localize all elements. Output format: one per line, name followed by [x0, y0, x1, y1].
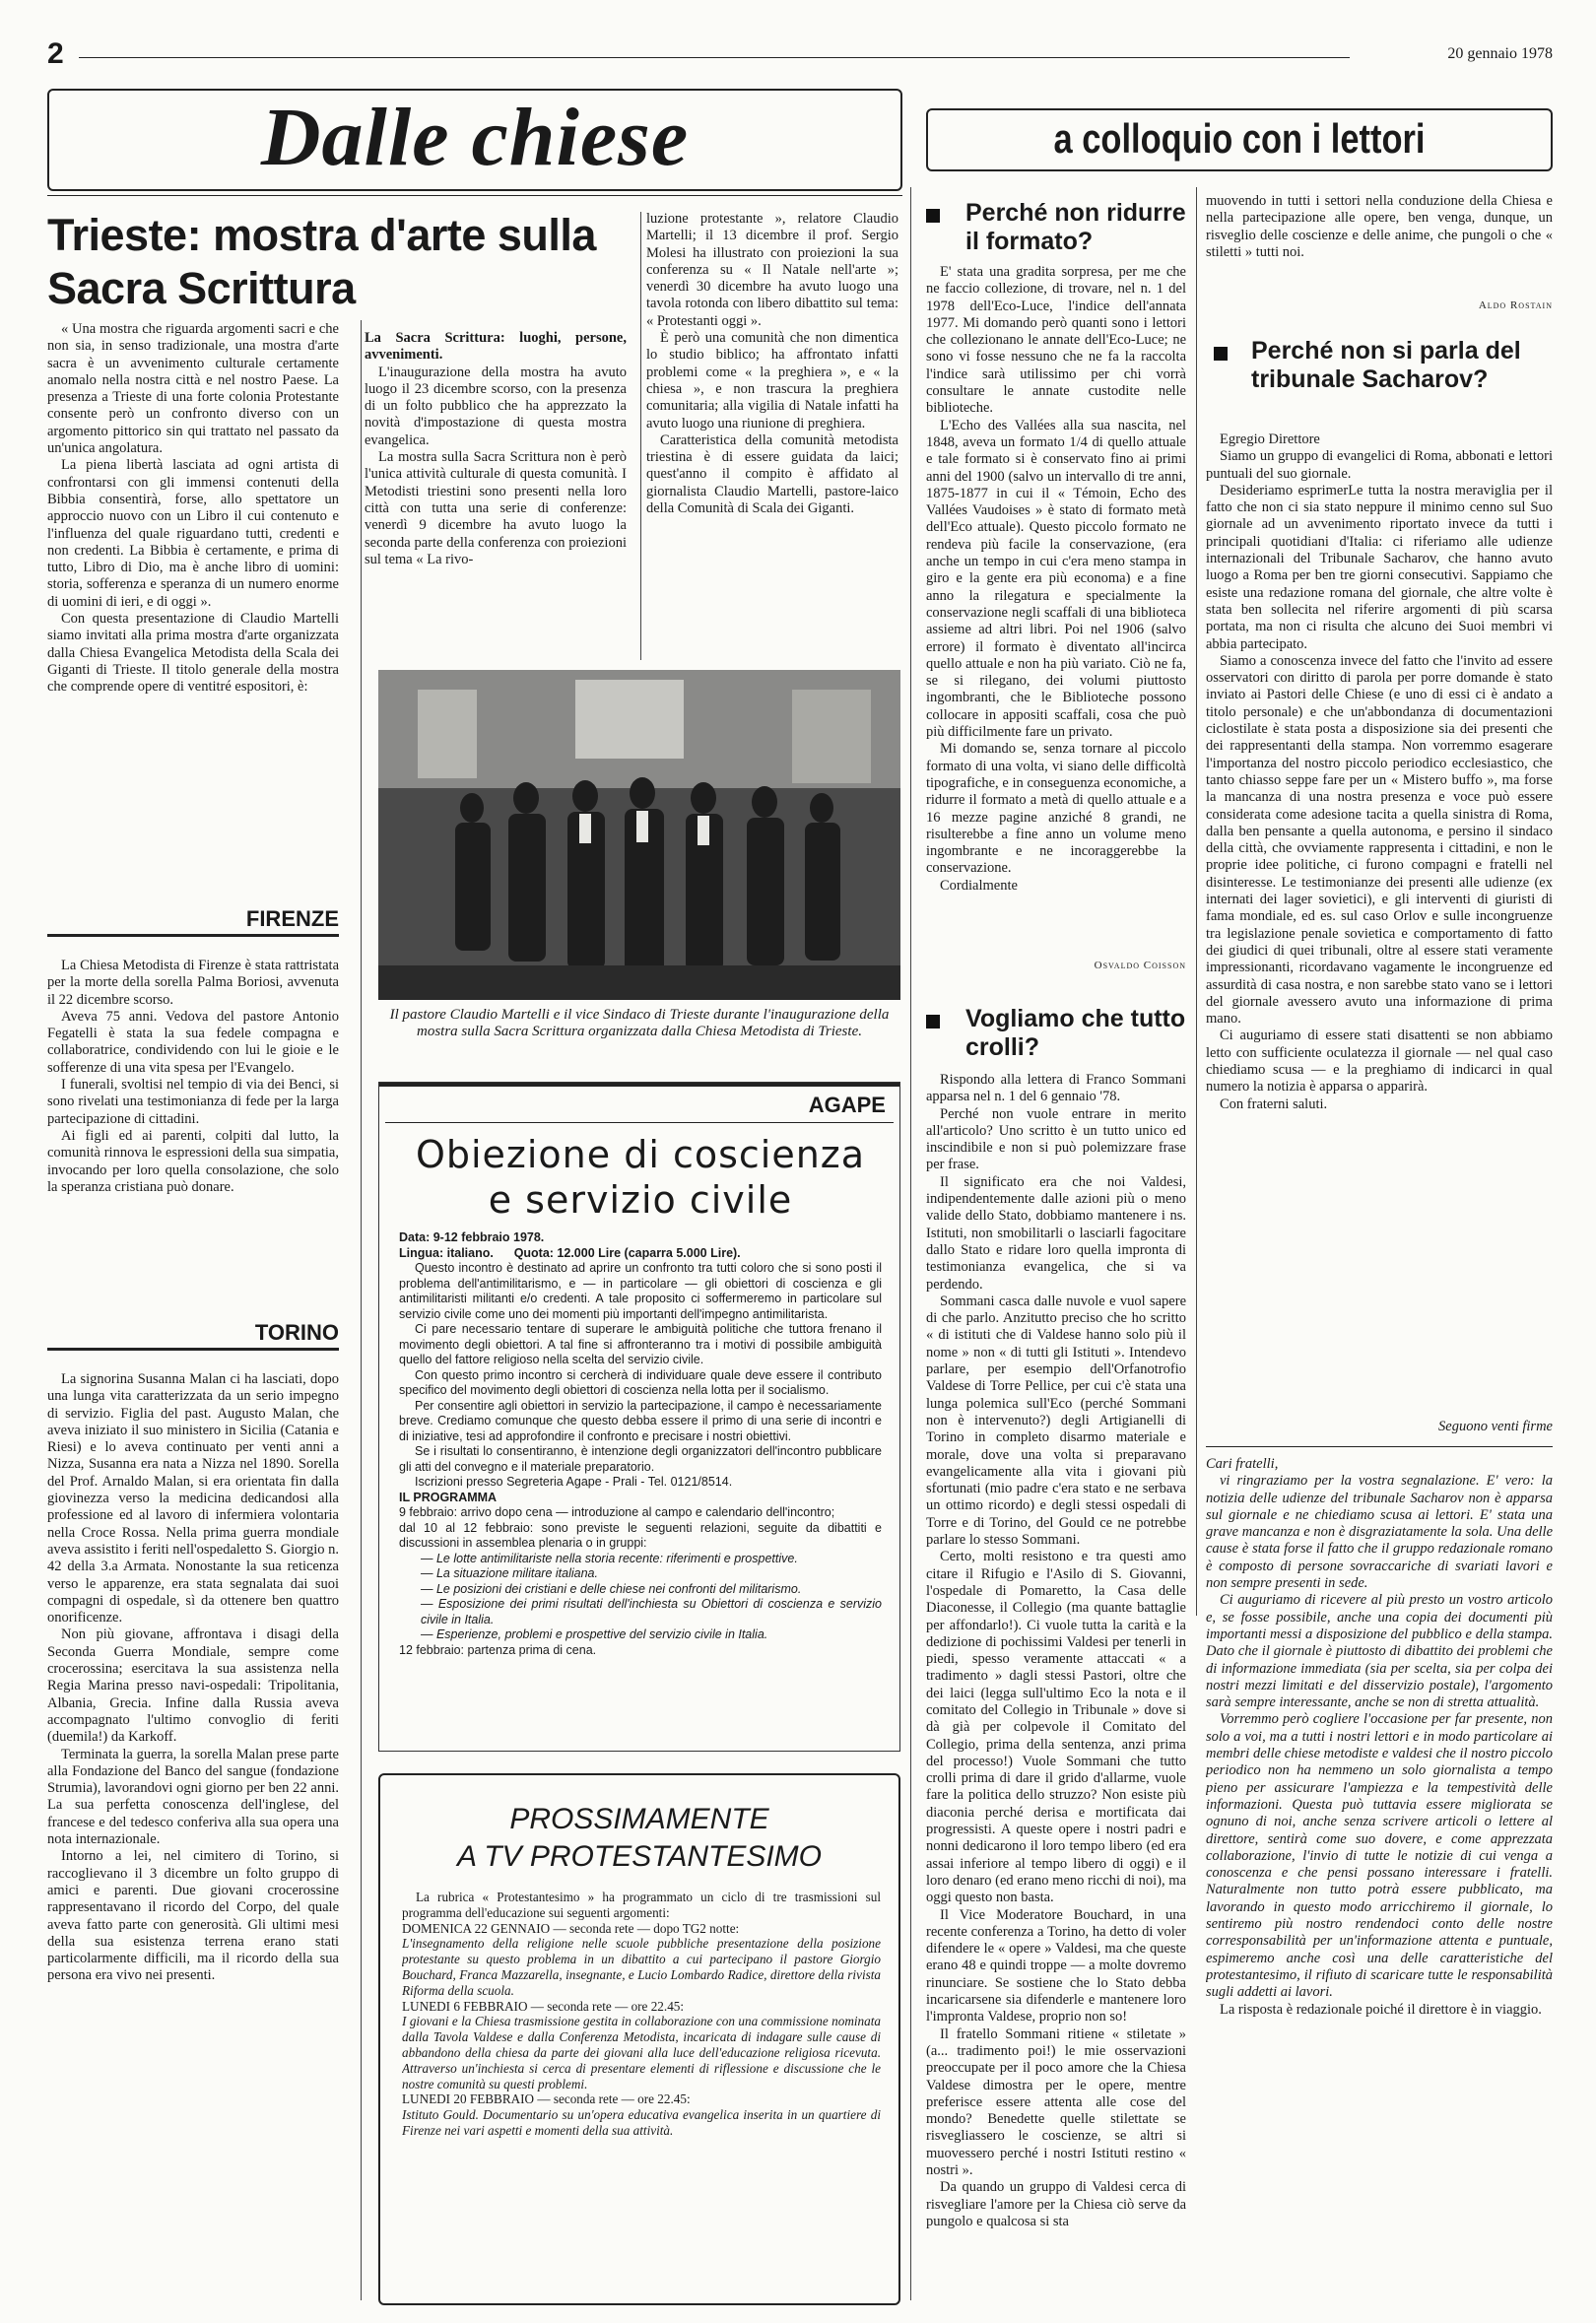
letter3-signature: Seguono venti firme	[1438, 1419, 1553, 1434]
reply-rule	[1206, 1446, 1553, 1447]
firenze-heading: FIRENZE	[47, 906, 339, 937]
trieste-col2	[365, 330, 627, 655]
letter2-continuation	[1206, 193, 1553, 296]
paragraph: Sommani casca dalle nuvole e vuol sapere di che parlo. Anzitutto preciso che ho scritto « di istituti che di Valdese hanno solo più il nome » non « di tutti gli Istituti ». Intendevo parlare, per esempio dell'Orfanotrofio Valdese di Torre Pellice, per cui c'è stata una lunga polemica sull'Eco (perché Sommani non è intervenuto?) degli Artigianelli di Torino in completo disarmo materiale e morale, dove una volta si preparavano evangelicamente alla vita i giovani più sfortunati (mio padre c'era stato e ne serbava un ottimo ricordo) e degli stessi ospedali di Torre e di Torino, del Gould ce ne potrebbe parlare lo stesso Sommani.	[926, 1293, 1186, 1549]
paragraph: È però una comunità che non dimentica lo studio biblico; ha affrontato infatti problemi come « la preghiera », e « la chiesa », e non trascura la preghiera comunitaria; alla vigilia di Natale infatti ha avuto luogo una riunione di preghiera.	[646, 330, 898, 431]
agape-rule	[385, 1122, 894, 1123]
tv-intro: La rubrica « Protestantesimo » ha programmato un ciclo di tre trasmissioni sul programma dell'educazione sui seguenti argomenti:	[402, 1890, 881, 1920]
paragraph: luzione protestante », relatore Claudio Martelli; il 13 dicembre il prof. Sergio Molesi ha illustrato con proiezioni la sua conferenza su « Il Natale nell'arte »; venerdì 30 dicembre ha avuto luogo una tavola rotonda con libero dibattito sul tema: « Protestanti oggi ».	[646, 211, 898, 329]
paragraph: Certo, molti resistono e tra questi amo citare il Rifugio e l'Asilo di S. Giovanni, l'ospedale di Pomaretto, la Casa delle Diaconesse, il Collegio (ma quante battaglie per affondarlo!). Ci vuole tutta la carità e la dedizione di pochissimi Valdesi per tenerli in piedi, spesso veramente attaccati « a tradimento » dagli stessi Pastori, oltre che dei laici (legga sull'ultimo Eco la nota e il comitato del Collegio in Tribunale » dove si dà già per colpevole il Comitato del Collegio, prima della sentenza, anzi prima del processo!) Vuole Sommani che tutto crolli prima di dare il grido d'allarme, vuole fare la politica dello struzzo? Non esiste più diaconia perché derisa e mortificata dai progressisti. A queste opere i nostri padri e nonni dedicarono il loro tempo libero (ed era assai inferiore al tempo libero di oggi) e il loro denaro (ed erano meno ricchi di noi), ma oggi questo non basta.	[926, 1549, 1186, 1906]
agape-content	[399, 1230, 882, 1743]
program-item: — La situazione militare italiana.	[421, 1566, 598, 1580]
column-rule	[1196, 187, 1197, 1616]
paragraph: Rispondo alla lettera di Franco Sommani apparsa nel n. 1 del 6 gennaio '78.	[926, 1072, 1186, 1105]
paragraph: Vorremmo però cogliere l'occasione per far presente, non solo a voi, ma a tutti i nostri lettori e in modo particolare ai membri delle chiese metodiste e valdesi che il nostro piccolo periodico non ha nemmeno un solo giornalista a tempo pieno per assicurare l'ampiezza e la tempestività delle informazioni. Questa può tuttavia essere migliorata se ognuno di noi, anche senza scrivere articoli o lettere al direttore, sentirà come suo dovere, e come apprezzata collaborazione, l'invio di tutte le notizie di cui venga a conoscenza e che pensi possano interessare i fratelli. Naturalmente non tutto potrà essere pubblicato, ma lavorando in questo modo arricchiremo il giornale, lo sentiremo più nostro rendendoci conto delle nostre corresponsabilità per un'informazione attenta e puntuale, espimeremo anche così una delle caratteristiche del protestantesimo, il rifiuto di scaricare tutte le responsabilità sugli addetti ai lavori.	[1206, 1711, 1553, 2001]
paragraph: La signorina Susanna Malan ci ha lasciati, dopo una lunga vita caratterizzata da un serio impegno di servizio. Figlia del past. Augusto Malan, che aveva iniziato il suo ministero in Sicilia (Catania e Riesi) e lo aveva continuato per venti anni a Nizza, Susanna era nata a Nizza nel 1890. Sorella del Prof. Arnaldo Malan, si era orientata fin dalla giovinezza verso la medicina dedicandosi alla professione ed al lavoro di infermiera volontaria nella Croce Rossa. Nella prima guerra mondiale aveva assistito i feriti nell'ospedaletto S. Giorgio n. 42 della 3.a Armata. Nonostante la sua reticenza verso le apparenze, era stata segnalata dai suoi compagni di ospedale, sì da ottenere ben quattro onorificenze.	[47, 1371, 339, 1626]
bullet-icon	[1214, 347, 1228, 361]
tv-item-text: Istituto Gould. Documentario su un'opera educativa evangelica inserita in un quartiere di Firenze nei vari aspetti e momenti della sua attività.	[402, 2107, 881, 2138]
paragraph: La piena libertà lasciata ad ogni artista di confrontarsi con gli immensi contenuti della Bibbia consentirà, forse, allo spettatore un approccio nuovo con un Libro il cui contenuto e l'influenza del quale riguardano tutti, credenti e non credenti. La Bibbia è certamente, e prima di tutto, Libro di Dio, ma è anche libro di uomini: storia, sofferenza e speranza di un numero enorme di uomini di ieri, e di oggi ».	[47, 457, 339, 610]
paragraph: La mostra sulla Sacra Scrittura non è però l'unica attività culturale di questa comunità. I Metodisti triestini sono presenti nella loro città con tutta una serie di conferenze: venerdì 9 dicembre ha avuto luogo la seconda parte della conferenza con proiezioni sul tema « La rivo-	[365, 449, 627, 567]
program-item: — Esposizione dei primi risultati dell'inchiesta su Obiettori di coscienza e servizio civile in Italia.	[421, 1597, 882, 1626]
paragraph: Se i risultati lo consentiranno, è intenzione degli organizzatori dell'incontro pubblicare gli atti del convegno e il materiale preparatorio.	[399, 1444, 882, 1474]
banner-dalle-chiese	[47, 89, 902, 191]
paragraph: Con questo primo incontro si cercherà di individuare quale deve essere il contributo specifico del movimento degli obiettori di coscienza nella lotta per il socialismo.	[399, 1367, 882, 1397]
paragraph: Caratteristica della comunità metodista triestina è di essere guidata da laici; quest'anno il compito è affidato al giornalista Claudio Martelli, pastore-laico della Comunità di Scala dei Giganti.	[646, 431, 898, 517]
agape-registration: Iscrizioni presso Segreteria Agape - Prali - Tel. 0121/8514.	[415, 1475, 733, 1489]
paragraph: Egregio Direttore	[1220, 431, 1320, 447]
program-item: 12 febbraio: partenza prima di cena.	[399, 1642, 597, 1657]
letter1-heading: Perché non ridurre il formato?	[965, 199, 1186, 255]
photo-illustration	[378, 670, 900, 1000]
banner-underline	[47, 195, 902, 196]
header-rule	[79, 57, 1350, 58]
photo-caption: Il pastore Claudio Martelli e il vice Sindaco di Trieste durante l'inaugurazione della mostra sulla Sacra Scrittura organizzata dalla Chiesa Metodista di Trieste.	[389, 1007, 890, 1039]
section-title: Dalle chiese	[260, 92, 690, 183]
trieste-headline: Trieste: mostra d'arte sulla Sacra Scrittura	[47, 210, 596, 313]
agape-fee: Quota: 12.000 Lire (caparra 5.000 Lire).	[513, 1245, 741, 1260]
letter2-text	[926, 1072, 1186, 2303]
paragraph: I funerali, svoltisi nel tempio di via dei Benci, si sono rivelati una testimonianza di fede per la larga partecipazione di cittadini.	[47, 1077, 339, 1127]
letter3-text	[1206, 431, 1553, 1417]
bullet-icon	[926, 209, 940, 223]
letter1-signature: Osvaldo Coisson	[1094, 960, 1186, 971]
paragraph: Perché non vuole entrare in merito all'articolo? Uno scritto è un tutto unico ed inscindibile e non si può polemizzare frase per frase.	[926, 1105, 1186, 1173]
paragraph: Desideriamo esprimerLe tutta la nostra meraviglia per il fatto che non ci sia stato neppure il minimo cenno sul Suo giornale ad un avvenimento riportato invece da tutti i principali quotidiani d'Italia: ci riferiamo alle udienze internazionali del Tribunale Sacharov, che hanno avuto luogo a Roma per ben tre giorni consecutivi. Sappiamo che esiste una redazione romana del giornale, che altre volte è stata ben sollecita nel riferire argomenti di più scarsa portata, ma non ci risulta che alcuno dei Suoi membri vi abbia partecipato.	[1206, 482, 1553, 652]
column-rule	[910, 187, 911, 2300]
program-item: — Le lotte antimilitariste nella storia recente: riferimenti e prospettive.	[421, 1551, 798, 1565]
paragraph: E' stata una gradita sorpresa, per me che ne faccio collezione, di trovare, nel n. 1 del 1978 dell'Eco-Luce, l'indice dell'annata 1977. Mi domando però quanti sono i lettori che collezionano le annate dell'Eco-Luce; ne sono vi fosse nessuno che ne fa la raccolta l'indice sarà utilissimo per chi vorrà consultare le annate custodite nelle biblioteche.	[926, 264, 1186, 417]
program-item: — Le posizioni dei cristiani e delle chiese nei confronti del militarismo.	[421, 1581, 802, 1596]
paragraph: Aveva 75 anni. Vedova del pastore Antonio Fegatelli è stata la sua fedele compagna e collaboratrice, condividendo con lui le gioie e le sofferenze di una vita spesa per l'Evangelo.	[47, 1008, 339, 1076]
torino-text	[47, 1371, 339, 2301]
tv-box	[378, 1773, 900, 2305]
agape-label: AGAPE	[808, 1093, 886, 1117]
trieste-col1	[47, 321, 339, 893]
letter2-heading: Vogliamo che tutto crolli?	[965, 1005, 1186, 1061]
paragraph: Il fratello Sommani ritiene « stiletate » (a... tradimento poi!) le mie osservazioni preoccupate per il poco amore che la Chiesa Valdese dimostra per le opere, mentre preferisce essere attenta alle cose del mondo? Benedette quelle stilettate se risvegliassero le coscienze, se altri si muovessero perché i nostri Istituti restino « nostri ».	[926, 2025, 1186, 2178]
paragraph: Da quando un gruppo di Valdesi cerca di risvegliare l'amore per la Chiesa ciò serve da pungolo e qualcosa si sta	[926, 2179, 1186, 2229]
torino-heading: TORINO	[47, 1320, 339, 1351]
paragraph: « Una mostra che riguarda argomenti sacri e che non sia, in senso tradizionale, una mostra d'arte sacra è un avvenimento culturale certamente anomalo nella nostra città e nel nostro Paese. La presenza a Trieste di una forte colonia Protestante consente però un confronto diverso con un argomento pittorico sin qui trattato nel passato da un'unica angolatura.	[47, 321, 339, 457]
tv-title-2: A TV PROTESTANTESIMO	[456, 1840, 823, 1873]
paragraph: muovendo in tutti i settori nella conduzione della Chiesa e nella partecipazione alle opere, ben venga, dunque, un risveglio delle coscienze e delle anime, che pungoli o che « stiletti » tutti noi.	[1206, 193, 1553, 260]
paragraph: Ci pare necessario tentare di superare le ambiguità politiche che tuttora frenano il movimento degli obiettori. A tal fine si affronteranno tra i motivi di possibile ambiguità quello del fattore religioso nella scelta del servizio civile.	[399, 1322, 882, 1366]
page-number: 2	[47, 37, 64, 70]
tv-item-date: DOMENICA 22 GENNAIO — seconda rete — dopo TG2 notte:	[402, 1920, 740, 1936]
paragraph: Il significato era che noi Valdesi, indipendentemente dalle azioni più o meno valide dello Stato, dobbiamo mantenere i ns. Istituti, non smobilitarli o lasciarli fagocitare dallo Stato e ridare loro quella impronta di testimonianza evangelica, che si va perdendo.	[926, 1173, 1186, 1293]
column-rule	[361, 320, 362, 2300]
bullet-icon	[926, 1015, 940, 1029]
paragraph: Questo incontro è destinato ad aprire un confronto tra tutti coloro che si sono posti il problema dell'antimilitarismo, e — in particolare — gli obiettori di coscienza e gli antimilitaristi militanti e/o credenti. A tale proposito ci soffermeremo in particolare sul servizio civile come uno dei momenti più importanti dell'impegno antimilitarista.	[399, 1261, 882, 1321]
issue-date: 20 gennaio 1978	[1447, 45, 1553, 62]
trieste-col3	[646, 211, 898, 660]
inauguration-photo	[378, 670, 900, 1000]
program-item: — Esperienze, problemi e prospettive del servizio civile in Italia.	[421, 1627, 768, 1641]
paragraph: Con fraterni saluti.	[1220, 1095, 1328, 1112]
paragraph: La Chiesa Metodista di Firenze è stata rattristata per la morte della sorella Palma Boriosi, avvenuta il 22 dicembre scorso.	[47, 958, 339, 1008]
paragraph: L'Echo des Vallées alla sua nascita, nel 1848, aveva un formato 1/4 di quello attuale e tale formato si è conservato fino ai primi anni del 1900 (salvo un intervallo di tre anni, 1875-1877 in cui il « Témoin, Echo des Vallées Vaudoises » è stato di formato metà dell'Eco attuale). Questo piccolo formato ne rendeva più facile la conservazione, (era anche un tempo in cui c'era meno stampa in giro e la gente era più economa) e a fine anno la rilegatura e specialmente la conservazione negli scaffali di una biblioteca assieme ad altri libri. Poi nel 1906 (salvo errore) il formato è diventato all'incirca quello attuale e non ha più variato. Ciò ne fa, se si rilegano, dei volumi piuttosto ingombranti, che le Biblioteche possono collocare in appositi scaffali, cosa che può più difficilmente fare un privato.	[926, 417, 1186, 741]
program-item: dal 10 al 12 febbraio: sono previste le seguenti relazioni, seguite da dibattiti e discussioni in assemblea plenaria o in gruppi:	[399, 1520, 882, 1550]
column-rule	[640, 212, 641, 660]
paragraph: Ai figli ed ai parenti, colpiti dal lutto, la comunità rinnova le espressioni della sua simpatia, invocando per loro quella consolazione, che solo la speranza cristiana può donare.	[47, 1127, 339, 1195]
letter3-heading: Perché non si parla del tribunale Sacharov?	[1251, 337, 1521, 393]
tv-content	[402, 1890, 881, 2295]
firenze-text	[47, 958, 339, 1283]
paragraph: vi ringraziamo per la vostra segnalazione. E' vero: la notizia delle udienze del tribunale Sacharov non è apparsa sul giornale e ne chiediamo scusa ai lettori. E' stata una grave mancanza e non è disgraziatamente la sola. Una delle cause è stata forse il fatto che il gruppo redazionale romano è composto di persone sovraccariche di svariati lavori e non sempre presenti in sede.	[1206, 1473, 1553, 1592]
paragraph: Ci auguriamo di essere stati disattenti se non abbiamo letto con sufficiente oculatezza il giornale — nel qual caso chiediamo scusa — e la preghiamo di indicarci in qual numero la notizia è apparsa o apparirà.	[1206, 1028, 1553, 1095]
paragraph: Cordialmente	[940, 877, 1018, 894]
reply-salutation: Cari fratelli,	[1206, 1456, 1279, 1472]
tv-item-date: LUNEDI 6 FEBBRAIO — seconda rete — ore 22.45:	[402, 1998, 685, 2014]
section-title: a colloquio con i lettori	[1053, 115, 1426, 162]
subheading: La Sacra Scrittura: luoghi, persone, avvenimenti.	[365, 330, 627, 364]
paragraph: Non più giovane, affrontava i disagi della Seconda Guerra Mondiale, sempre come crocerossina; esercitava la sua assistenza nella Regia Marina presso navi-ospedali: Tripolitania, Albania, Grecia. Infine dalla Russia aveva accompagnato l'ultimo convoglio di feriti (duemila!) da Karkoff.	[47, 1626, 339, 1746]
agape-date: Data: 9-12 febbraio 1978.	[399, 1230, 545, 1244]
tv-title-1: PROSSIMAMENTE	[509, 1803, 769, 1835]
paragraph: Terminata la guerra, la sorella Malan prese parte alla Fondazione del Banco del sangue (fondazione Strumia), lavorandovi ogni giorno per ben 22 anni. La sua perfetta conoscenza dell'inglese, del francese e del tedesco conferiva alla sua opera una nota internazionale.	[47, 1746, 339, 1848]
agape-top-rule	[379, 1083, 899, 1087]
program-item: 9 febbraio: arrivo dopo cena — introduzione al campo e calendario dell'incontro;	[399, 1505, 835, 1519]
banner-colloquio	[926, 108, 1553, 171]
tv-item-text: I giovani e la Chiesa trasmissione gestita in collaborazione con una commissione nominata dalla Tavola Valdese e dalla Conferenza Metodista, incaricata di indagare sulle cause di abbandono della chiesa da parte dei giovani alla luce dell'educazione religiosa ricevuta. Attraverso un'inchiesta si cerca di presentare elementi di riflessione e discussione che le nostre comunità su questi problemi.	[402, 2014, 881, 2091]
paragraph: Ci auguriamo di ricevere al più presto un vostro articolo e, se fosse possibile, anche una copia dei documenti più importanti messi a disposizione del pubblico e della stampa. Dato che il giornale è piuttosto di dibattito dei problemi che di informazione immediata (sia per scelta, sia per colpa dei nostri mezzi limitati e del disservizio postale), l'argomento sarà sempre interessante, anche se non di stretta attualità.	[1206, 1592, 1553, 1711]
agape-language: Lingua: italiano.	[399, 1245, 494, 1260]
paragraph: Siamo a conoscenza invece del fatto che l'invito ad essere osservatori con diritto di parola per porre domande è stato inviato ai Pastori delle Chiese (e uno di essi ci è andato a titolo personale) e che un'abbondanza di documentazioni ciclostilate è stata posta a disposizione sia dei presenti che dei rappresentanti della stampa. Non vorremmo esagerare l'importanza del nostro piccolo periodico ecclesiastico, che tanto chiasso seppe fare per un « Mistero buffo », ma forse la mancanza di una nostra presenza e voce può essere considerata come adesione tacita a quella sinistra di Roma, dalla ben pensante a quella autonoma, e persino il sindaco della città, che ovviamente rappresenta i cittadini, e non le proprie idee politiche, ci furono compagni e fratelli nel disinteresse. Le testimonianze dei presenti alle udienze (ex internati dei lager sovietici), e gli interventi di giuristi di fama mondiale, ed es. sul caso Orlov e sulle incongruenze tra legislazione penale sovietica e comportamento di fatto dei giudici di quei tribunali, oltre al essere stati veramente impressionanti, ricordavano vagamente le incongruenze ed assurdità di casa nostra, e non sarebbe stato vano se i lettori del giornale avessero avuto una informazione di prima mano.	[1206, 652, 1553, 1028]
paragraph: Mi domando se, senza tornare al piccolo formato di una volta, vi siano delle difficoltà tipografiche, e in conseguenza economiche, a ridurre il formato a metà di quello attuale e a 16 mezze pagine anziché 8 grandi, ne risulterebbe a fine anno un volume meno ingombrante e ne incoraggerebbe la conservazione.	[926, 741, 1186, 877]
paragraph: L'inaugurazione della mostra ha avuto luogo il 23 dicembre scorso, con la presenza di un folto pubblico che ha apprezzato la novità d'impostazione di questa mostra evangelica.	[365, 364, 627, 448]
tv-item-text: L'insegnamento della religione nelle scuole pubbliche presentazione della posizione protestante su questo problema in un dibattito a cui partecipano il pastore Giorgio Bouchard, Franca Mazzarella, insegnante, e Lucio Lombardo Radice, direttore della rivista Riforma della scuola.	[402, 1936, 881, 1998]
paragraph: Con questa presentazione di Claudio Martelli siamo invitati alla prima mostra d'arte organizzata dalla Chiesa Evangelica Metodista della Scala dei Giganti di Trieste. Il titolo generale della mostra che comprende opere di ventitré espositori, è:	[47, 611, 339, 696]
agape-program-label: IL PROGRAMMA	[399, 1490, 498, 1504]
paragraph: Siamo un gruppo di evangelici di Roma, abbonati e lettori puntuali del suo giornale.	[1206, 448, 1553, 482]
tv-item-date: LUNEDI 20 FEBBRAIO — seconda rete — ore 22.45:	[402, 2091, 691, 2107]
paragraph: Il Vice Moderatore Bouchard, in una recente conferenza a Torino, ha detto di voler difendere le « opere » Valdesi, ma che queste erano 48 e quindi troppe — a molte dovremo rinunciare. Se sostiene che lo Stato debba incaricarsene sia difenderle e mantenere loro l'impronta Valdese, proprio non so!	[926, 1906, 1186, 2025]
letter1-text	[926, 264, 1186, 954]
agape-title: Obiezione di coscienza e servizio civile	[415, 1133, 866, 1222]
letter2-signature: Aldo Rostain	[1478, 299, 1553, 311]
editor-reply	[1206, 1456, 1553, 2303]
paragraph: Intorno a lei, nel cimitero di Torino, si raccoglievano il 3 dicembre un folto gruppo di amici e parenti. Due giovani crocerossine rappresentavano il ricordo del Corpo, del quale aveva fatto parte con generosità. Gli ultimi mesi della sua esistenza terrena erano stati particolarmente difficili, ma il ricordo della sua persona era vivo nei presenti.	[47, 1848, 339, 1984]
paragraph: La risposta è redazionale poiché il direttore è in viaggio.	[1220, 2001, 1542, 2018]
agape-box	[378, 1082, 900, 1752]
paragraph: Per consentire agli obiettori in servizio la partecipazione, il campo è necessariamente breve. Crediamo comunque che questo debba essere il primo di una serie di incontri e di iniziative, tesi ad approfondire il confronto e precisare i nostri obiettivi.	[399, 1398, 882, 1443]
